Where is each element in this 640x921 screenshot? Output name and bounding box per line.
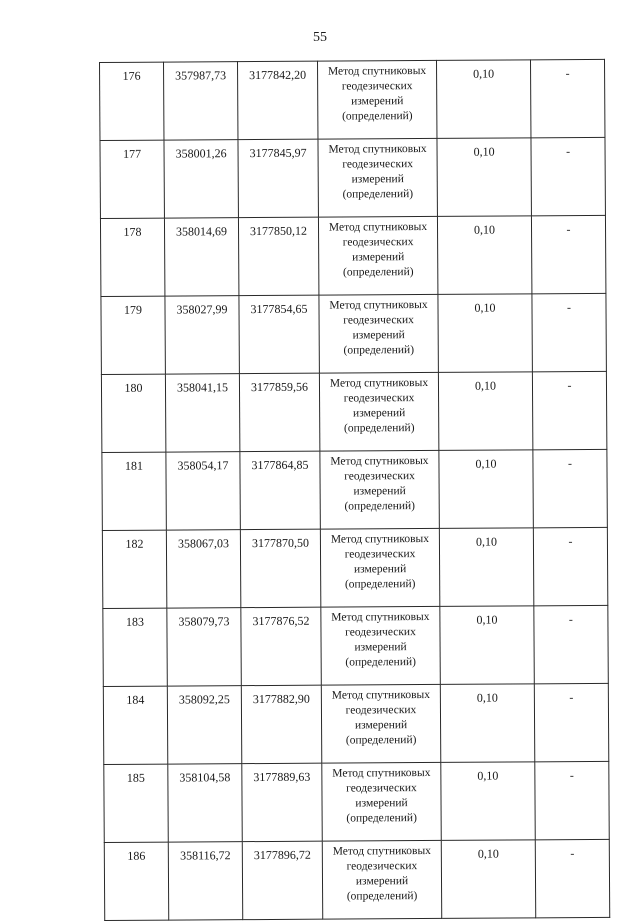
point-number-cell: 185 — [104, 764, 168, 842]
y-coordinate-cell: 3177870,50 — [240, 529, 320, 607]
x-coordinate-cell: 358054,17 — [166, 452, 240, 530]
table-row — [100, 59, 605, 140]
accuracy-cell: 0,10 — [437, 138, 531, 217]
note-cell: - — [535, 761, 609, 839]
note-cell: - — [533, 449, 607, 527]
table-row — [102, 449, 607, 530]
point-number-cell: 178 — [100, 218, 164, 296]
table-row — [100, 137, 605, 218]
page-number: 55 — [313, 30, 327, 45]
point-number-cell: 184 — [103, 686, 167, 764]
x-coordinate-cell: 358014,69 — [164, 218, 238, 296]
x-coordinate-cell: 357987,73 — [164, 62, 238, 140]
point-number-cell: 186 — [104, 842, 168, 920]
table-row — [101, 293, 606, 374]
y-coordinate-cell: 3177845,97 — [238, 139, 318, 217]
note-cell: - — [531, 137, 605, 215]
method-cell: Метод спутниковых геодезических измерений (определений) — [322, 840, 441, 919]
point-number-cell: 180 — [101, 374, 165, 452]
method-cell: Метод спутниковых геодезических измерений (определений) — [320, 528, 439, 607]
x-coordinate-cell: 358104,58 — [168, 764, 242, 842]
table-row — [103, 683, 608, 764]
note-cell: - — [530, 59, 604, 137]
point-number-cell: 176 — [100, 62, 164, 140]
x-coordinate-cell: 358001,26 — [164, 140, 238, 218]
accuracy-cell: 0,10 — [440, 684, 534, 763]
y-coordinate-cell: 3177889,63 — [242, 763, 322, 841]
x-coordinate-cell: 358041,15 — [165, 374, 239, 452]
table-row — [103, 605, 608, 686]
method-cell: Метод спутниковых геодезических измерений (определений) — [321, 606, 440, 685]
x-coordinate-cell: 358067,03 — [166, 530, 240, 608]
x-coordinate-cell: 358027,99 — [165, 296, 239, 374]
method-cell: Метод спутниковых геодезических измерений (определений) — [317, 60, 436, 139]
note-cell: - — [535, 839, 609, 917]
coordinates-table — [99, 59, 610, 921]
point-number-cell: 181 — [102, 452, 166, 530]
accuracy-cell: 0,10 — [439, 450, 533, 529]
method-cell: Метод спутниковых геодезических измерений (определений) — [319, 294, 438, 373]
y-coordinate-cell: 3177882,90 — [241, 685, 321, 763]
table-row — [104, 761, 609, 842]
table-row — [102, 527, 607, 608]
note-cell: - — [532, 371, 606, 449]
note-cell: - — [534, 605, 608, 683]
note-cell: - — [531, 215, 605, 293]
point-number-cell: 182 — [102, 530, 166, 608]
accuracy-cell: 0,10 — [441, 840, 535, 919]
method-cell: Метод спутниковых геодезических измерений (определений) — [318, 138, 437, 217]
accuracy-cell: 0,10 — [438, 372, 532, 451]
accuracy-cell: 0,10 — [438, 294, 532, 373]
method-cell: Метод спутниковых геодезических измерений (определений) — [319, 372, 438, 451]
method-cell: Метод спутниковых геодезических измерений (определений) — [320, 450, 439, 529]
y-coordinate-cell: 3177842,20 — [238, 61, 318, 139]
point-number-cell: 183 — [103, 608, 167, 686]
y-coordinate-cell: 3177854,65 — [239, 295, 319, 373]
accuracy-cell: 0,10 — [437, 216, 531, 295]
table-row — [101, 371, 606, 452]
method-cell: Метод спутниковых геодезических измерений (определений) — [322, 762, 441, 841]
x-coordinate-cell: 358092,25 — [167, 686, 241, 764]
x-coordinate-cell: 358116,72 — [168, 842, 242, 920]
note-cell: - — [534, 683, 608, 761]
y-coordinate-cell: 3177876,52 — [241, 607, 321, 685]
accuracy-cell: 0,10 — [436, 60, 530, 139]
table-row — [104, 839, 609, 920]
x-coordinate-cell: 358079,73 — [167, 608, 241, 686]
y-coordinate-cell: 3177859,56 — [239, 373, 319, 451]
note-cell: - — [533, 527, 607, 605]
accuracy-cell: 0,10 — [439, 528, 533, 607]
accuracy-cell: 0,10 — [441, 762, 535, 841]
method-cell: Метод спутниковых геодезических измерений (определений) — [321, 684, 440, 763]
y-coordinate-cell: 3177850,12 — [238, 217, 318, 295]
point-number-cell: 177 — [100, 140, 164, 218]
note-cell: - — [532, 293, 606, 371]
point-number-cell: 179 — [101, 296, 165, 374]
table-row — [100, 215, 605, 296]
method-cell: Метод спутниковых геодезических измерений (определений) — [318, 216, 437, 295]
accuracy-cell: 0,10 — [440, 606, 534, 685]
y-coordinate-cell: 3177896,72 — [242, 841, 322, 919]
y-coordinate-cell: 3177864,85 — [240, 451, 320, 529]
